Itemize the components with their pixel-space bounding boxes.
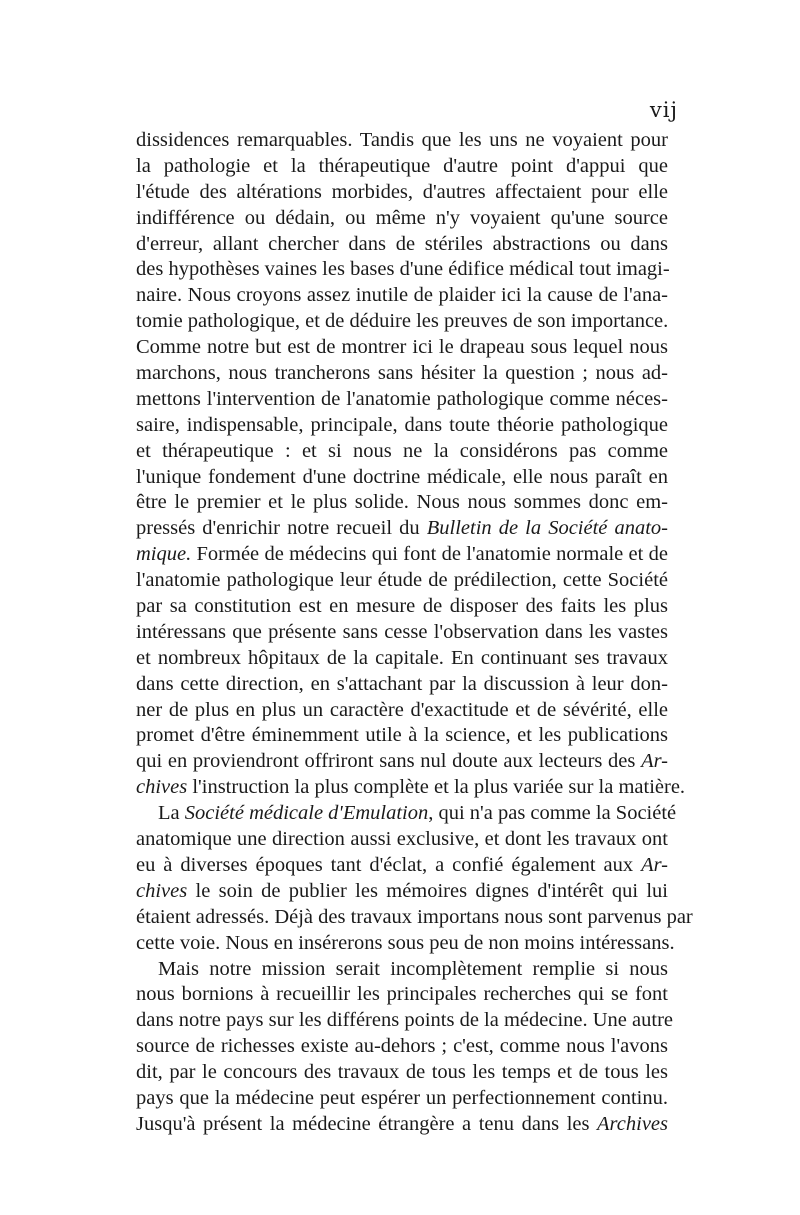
text-line: la pathologie et la thérapeutique d'autre point d'appui que xyxy=(136,154,668,177)
text-segment: qui en proviendront offriront sans nul doute aux lecteurs des xyxy=(136,750,642,773)
text-line: dit, par le concours des travaux de tous les temps et de tous les xyxy=(136,1061,668,1084)
text-line xyxy=(136,1112,668,1138)
text-line: dissidences remarquables. Tandis que les uns ne voyaient pour xyxy=(136,129,668,151)
text-line: pays que la médecine peut espérer un perfectionnement continu. xyxy=(136,1086,668,1109)
text-line: source de richesses existe au-dehors ; c'est, comme nous l'avons xyxy=(136,1035,668,1058)
text-line: l'anatomie pathologique leur étude de prédilection, cette Société xyxy=(136,569,668,592)
text-line: mettons l'intervention de l'anatomie pathologique comme néces- xyxy=(136,387,668,410)
text-segment: Jusqu'à présent la médecine étrangère a tenu dans les xyxy=(136,1112,598,1135)
text-line xyxy=(136,749,668,775)
text-line: promet d'être éminemment utile à la science, et les publications xyxy=(136,724,668,747)
text-line: dans cette direction, en s'attachant par la discussion à leur don- xyxy=(136,672,668,695)
text-line: anatomique une direction aussi exclusive, et dont les travaux ont xyxy=(136,828,668,851)
text-line: naire. Nous croyons assez inutile de plaider ici la cause de l'ana- xyxy=(136,284,668,307)
text-line: ner de plus en plus un caractère d'exactitude et de sévérité, elle xyxy=(136,698,668,721)
text-line: par sa constitution est en mesure de disposer des faits les plus xyxy=(136,595,668,618)
text-line xyxy=(136,801,677,827)
text-line xyxy=(136,879,668,905)
text-line: indifférence ou dédain, ou même n'y voyaient qu'une source xyxy=(136,206,668,229)
italic-title: chives xyxy=(136,776,188,799)
text-line: marchons, nous trancherons sans hésiter la question ; nous ad- xyxy=(136,362,668,385)
text-line: Comme notre but est de montrer ici le drapeau sous lequel nous xyxy=(136,336,668,359)
text-segment: Formée de médecins qui font de l'anatomie normale et de xyxy=(191,543,668,566)
text-line: et nombreux hôpitaux de la capitale. En continuant ses travaux xyxy=(136,646,668,669)
text-segment: eu à diverses époques tant d'éclat, a confié également aux xyxy=(136,853,642,876)
text-line: étaient adressés. Déjà des travaux importans nous sont parvenus par xyxy=(136,905,693,928)
text-line: Mais notre mission serait incomplètement remplie si nous xyxy=(158,957,668,980)
text-line xyxy=(136,775,686,801)
body-text xyxy=(136,128,693,1138)
text-line: cette voie. Nous en insérerons sous peu de non moins intéressans. xyxy=(136,931,675,954)
text-segment: La xyxy=(158,802,185,825)
text-line: nous bornions à recueillir les principales recherches qui se font xyxy=(136,983,668,1006)
text-line xyxy=(136,853,668,879)
text-line: et thérapeutique : et si nous ne la considérons pas comme xyxy=(136,439,668,462)
text-line: intéressans que présente sans cesse l'observation dans les vastes xyxy=(136,620,668,643)
text-line: être le premier et le plus solide. Nous nous sommes donc em- xyxy=(136,491,668,514)
italic-title: Archives xyxy=(597,1112,668,1135)
text-line: des hypothèses vaines les bases d'une édifice médical tout imagi- xyxy=(136,258,670,281)
text-segment: pressés d'enrichir notre recueil du xyxy=(136,517,427,540)
page-number: vij xyxy=(649,98,678,122)
text-line: d'erreur, allant chercher dans de stériles abstractions ou dans xyxy=(136,232,668,255)
text-line: l'étude des altérations morbides, d'autres affectaient pour elle xyxy=(136,180,668,203)
italic-title: mique. xyxy=(136,543,192,566)
italic-title: Ar- xyxy=(641,853,668,876)
text-line: dans notre pays sur les différens points de la médecine. Une autre xyxy=(136,1009,674,1032)
text-line xyxy=(136,516,668,542)
italic-title: Société médicale d'Emulation xyxy=(184,802,429,825)
text-segment: le soin de publier les mémoires dignes d'intérêt qui lui xyxy=(187,879,668,902)
text-line xyxy=(136,542,668,568)
text-line: l'unique fondement d'une doctrine médicale, elle nous paraît en xyxy=(136,465,668,488)
text-segment: l'instruction la plus complète et la plus variée sur la matière. xyxy=(187,776,686,799)
text-line: saire, indispensable, principale, dans toute théorie pathologique xyxy=(136,413,668,436)
text-segment: , qui n'a pas comme la Société xyxy=(428,802,677,825)
italic-title: Ar- xyxy=(641,750,668,773)
italic-title: Bulletin de la Société anato- xyxy=(426,517,668,540)
text-line: tomie pathologique, et de déduire les preuves de son importance. xyxy=(136,310,669,333)
italic-title: chives xyxy=(136,879,188,902)
